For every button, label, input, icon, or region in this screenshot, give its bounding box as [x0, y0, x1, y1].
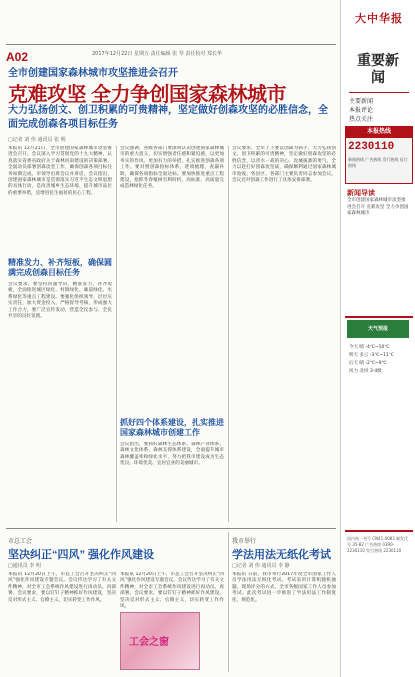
bottom-right-kicker: 我市举行: [232, 538, 257, 545]
bottom-left-col2: [120, 572, 224, 610]
column-divider: [228, 532, 229, 672]
main-subheadline: 大力弘扬创文、创卫积累的可贵精神，坚定做好创森攻坚的必胜信念，全面完成创森各项目标任务: [8, 105, 328, 130]
column-1: [8, 146, 112, 256]
bottom-left-kicker: 市总工会: [8, 538, 33, 545]
sidebar-rule: [345, 316, 413, 318]
hotline-title: 本报热线: [346, 127, 412, 138]
article-text: 会议强调，各级各部门要深刻认识创建国家森林城市的重大意义，切实增强责任感和紧迫感，以更加务实的作风、更加有力的举措，扎实推进创森各项工作。要对照创森指标体系，逐项梳理，查漏补缺，确保各项指标全面达标。要加快推进重点工程建设，抢抓冬春植树有利时机，高标准、高质量完成造林绿化任务。: [120, 146, 224, 190]
hotline-box: [345, 126, 413, 184]
news-photo: [120, 612, 200, 670]
column-3: [232, 146, 336, 522]
highlights-title: 新闻导读: [347, 190, 375, 197]
header-meta: 2017年12月22日 星期五 责任编辑 张 琴 责任校对 郑长华: [92, 51, 222, 57]
nav-item[interactable]: 主要新闻: [349, 98, 374, 105]
bottom-right-col: [232, 572, 336, 672]
article-text: 会议指出，要抓好森林生态体系、森林产业体系、森林文化体系、森林支撑体系建设，全面提升城市森林覆盖率和绿化水平，努力把我市建设成为生态优良、环境优美、宜居宜业的美丽城市。: [120, 442, 224, 467]
article-text: 本报讯 12月21日，全市创建国家森林城市攻坚推进会召开。会议深入学习贯彻党的十九大精神，认真落实省委省政府关于森林河南建设的决策部署，全面动员部署创森攻坚工作，确保创森各项目标任务如期完成。市领导出席会议并讲话。会议指出，创建国家森林城市是贯彻落实习近平生态文明思想的具体行动，是改善城乡生态环境、提升城市品位的重要举措，是增进民生福祉的民心工程。: [8, 146, 112, 196]
nav-item[interactable]: 热点关注: [349, 116, 374, 123]
sidebar-rule: [349, 92, 409, 93]
right-sidebar: [340, 0, 415, 677]
bottom-left-byline: □通讯员 李 明: [8, 563, 41, 569]
column-divider: [228, 146, 229, 522]
weather-row: 明天 多云 -3℃~11℃: [349, 353, 394, 358]
column-2: [120, 146, 224, 346]
column-divider: [116, 146, 117, 522]
main-kicker: 全市创建国家森林城市攻坚推进会召开: [8, 68, 178, 79]
weather-row: 后天 晴 -2℃~9℃: [349, 361, 387, 366]
section-heading-1: 精准发力、补齐短板，确保圆满完成创森目标任务: [8, 258, 112, 277]
sidebar-rule: [345, 530, 413, 532]
nav-item[interactable]: 本报评论: [349, 107, 374, 114]
highlights-text: 全市创建国家森林城市攻坚推进会召开 克难攻坚 全力争创国家森林城市: [347, 198, 409, 216]
article-text: 本报讯 日前，我市举行2017年度全市国家工作人员学法用法无纸化考试。考试采用计算机随机抽题、现场评分的方式，全市各级国家工作人员参加考试。此次考试进一步推进了学法用法工作制度化、规范化。: [232, 572, 336, 603]
weather-banner: 天气预报: [347, 320, 409, 338]
main-headline: 克难攻坚 全力争创国家森林城市: [8, 84, 287, 106]
header-rule: [6, 44, 336, 45]
bottom-right-title: 学法用法无纸化考试: [232, 549, 331, 561]
article-text: 本报讯 12月20日上午，市总工会召开坚决纠正“四风”强化作风建设专题会议。会议传达学习了有关文件精神，对全市工会系统作风建设进行再动员、再部署。会议要求，要以钉钉子精神抓好作风建设，坚决反对形式主义、官僚主义，切实转变工作作风。: [120, 572, 224, 610]
column-2b: [120, 442, 224, 522]
section-title: 重要新闻: [357, 52, 399, 85]
hotline-number: 2230110: [348, 141, 395, 153]
article-text: 会议要求，全市上下要以创森为抓手，大力弘扬创文、创卫积累的可贵精神，坚定做好创森攻坚的必胜信念，以背水一战的决心、攻城拔寨的勇气，全力以赴打好创森攻坚战，确保顺利通过国家森林城市验收。各县区、各部门主要负责同志参加会议。会议还对创森工作进行了具体安排部署。: [232, 146, 336, 184]
section-heading-2: 抓好四个体系建设，扎实推进国家森林城市创建工作: [120, 418, 224, 437]
article-text: 本报讯 12月20日上午，市总工会召开坚决纠正“四风”强化作风建设专题会议。会议传达学习了有关文件精神，对全市工会系统作风建设进行再动员、再部署。会议要求，要以钉钉子精神抓好作风建设，坚决反对形式主义、官僚主义，切实转变工作作风。: [8, 572, 116, 603]
paper-logo: 大中华报: [355, 13, 403, 25]
column-1b: [8, 282, 112, 522]
main-byline: □记者 刘 伟 通讯员 张 明: [8, 137, 66, 143]
photo-caption: 工会之窗: [129, 637, 169, 648]
bottom-left-col: [8, 572, 116, 672]
weather-row: 今天 晴 -4℃~10℃: [349, 345, 390, 350]
weather-row: 风力 北风 3-4级: [349, 369, 382, 374]
hotline-text: 新闻热线 广告热线 发行热线 征订热线: [348, 157, 408, 168]
page-number: A02: [6, 50, 29, 64]
article-text: 会议要求，要坚持问题导向，精准发力，补齐短板，全面推进城区绿化、村镇绿化、廊道绿化、水系绿化等重点工程建设。要强化组织领导，层层压实责任，加大资金投入，严格督导考核，形成强大工作合力。要广泛宣传发动，营造全民参与、全民共享的良好氛围。: [8, 282, 112, 320]
sidebar-footer: 国内统一刊号 CN41-0083 邮发代号 35-82 广告热线 0390-2230110 发行热线 2230110: [347, 536, 409, 553]
bottom-right-byline: □记者 刘 伟 通讯员 李 静: [232, 563, 290, 569]
highlights-box: [347, 188, 409, 236]
section-divider: [6, 528, 336, 529]
bottom-left-title: 坚决纠正“四风” 强化作风建设: [8, 549, 155, 561]
